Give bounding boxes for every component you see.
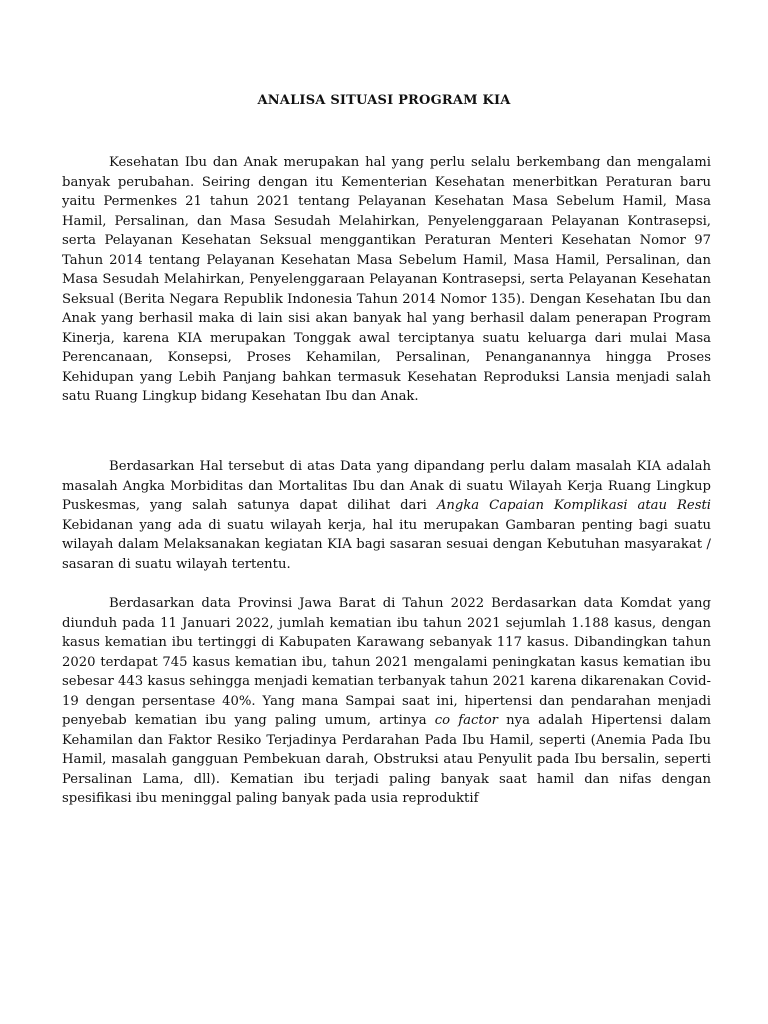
paragraph-1-text: Kesehatan Ibu dan Anak merupakan hal yang perlu selalu berkembang dan mengalami banyak perubahan. Seiring dengan itu Kementerian Kesehatan menerbitkan Peraturan baru yaitu Permenkes 21 tahun 2021 tentang Pelayanan Kesehatan Masa Sebelum Hamil, Masa Hamil, Persalinan, dan Masa Sesudah Melahirkan, Penyelenggaraan Pelayanan Kontrasepsi, serta Pelayanan Kesehatan Seksual menggantikan Peraturan Menteri Kesehatan Nomor 97 Tahun 2014 tentang Pelayanan Kesehatan Masa Sebelum Hamil, Masa Hamil, Persalinan, dan Masa Sesudah Melahirkan, Penyelenggaraan Pelayanan Kontrasepsi, serta Pelayanan Kesehatan Seksual (Berita Negara Republik Indonesia Tahun 2014 Nomor 135). Dengan Kesehatan Ibu dan Anak yang berhasil maka di lain sisi akan banyak hal yang berhasil dalam penerapan Program Kinerja, karena KIA merupakan Tonggak awal terciptanya suatu keluarga dari mulai Masa Perencanaan, Konsepsi, Proses Kehamilan, Persalinan, Penanganannya hingga Proses Kehidupan yang Lebih Panjang bahkan termasuk Kesehatan Reproduksi Lansia menjadi salah satu Ruang Lingkup bidang Kesehatan Ibu dan Anak.: [62, 155, 711, 404]
paragraph-3-text-a: Berdasarkan data Provinsi Jawa Barat di Tahun 2022 Berdasarkan data Komdat yang diunduh pada 11 Januari 2022, jumlah kematian ibu tahun 2021 sejumlah 1.188 kasus, dengan kasus kematian ibu tertinggi di Kabupaten Karawang sebanyak 117 kasus. Dibandingkan tahun 2020 terdapat 745 kasus kematian ibu, tahun 2021 mengalami peningkatan kasus kematian ibu sebesar 443 kasus sehingga menjadi kematian terbanyak tahun 2021 karena dikarenakan Covid-19 dengan persentase 40%. Yang mana Sampai saat ini, hipertensi dan pendarahan menjadi penyebab kematian ibu yang paling umum, artinya: [62, 596, 711, 728]
paragraph-1: [62, 153, 711, 407]
paragraph-2-italic-term: Angka Capaian Komplikasi atau Resti: [436, 498, 712, 513]
paragraph-3: [62, 594, 711, 809]
document-title: ANALISA SITUASI PROGRAM KIA: [257, 93, 511, 108]
paragraph-3-italic-term: co factor: [434, 713, 498, 728]
paragraph-3-text-b: nya adalah Hipertensi dalam Kehamilan dan Faktor Resiko Terjadinya Perdarahan Pada Ibu Hamil, seperti (Anemia Pada Ibu Hamil, masalah gangguan Pembekuan darah, Obstruksi atau Penyulit pada Ibu bersalin, seperti Persalinan Lama, dll). Kematian ibu terjadi paling banyak saat hamil dan nifas dengan spesifikasi ibu meninggal paling banyak pada usia reproduktif: [62, 713, 711, 806]
paragraph-2-text-b: Kebidanan yang ada di suatu wilayah kerja, hal itu merupakan Gambaran penting bagi suatu wilayah dalam Melaksanakan kegiatan KIA bagi sasaran sesuai dengan Kebutuhan masyarakat / sasaran di suatu wilayah tertentu.: [62, 517, 711, 572]
paragraph-2: [62, 457, 711, 574]
paragraph-2-text-a: Berdasarkan Hal tersebut di atas Data yang dipandang perlu dalam masalah KIA adalah masalah Angka Morbiditas dan Mortalitas Ibu dan Anak di suatu Wilayah Kerja Ruang Lingkup Puskesmas, yang salah satunya dapat dilihat dari: [62, 459, 711, 513]
